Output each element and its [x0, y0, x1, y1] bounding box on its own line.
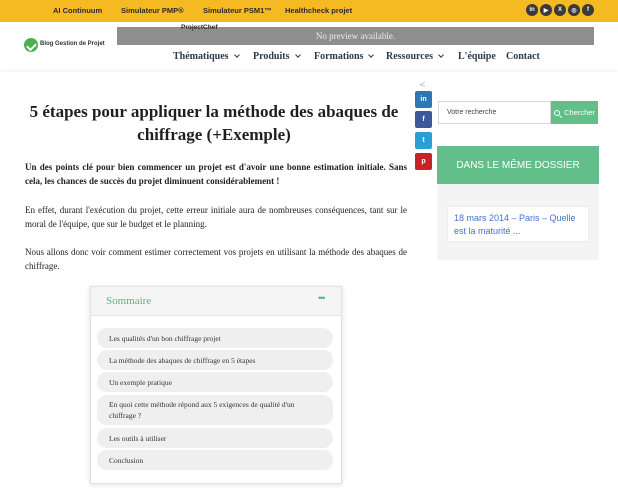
toc-item[interactable]: Un exemple pratique	[97, 372, 333, 392]
share-twitter-button[interactable]: t	[415, 132, 432, 149]
toc-item[interactable]: En quoi cette méthode répond aux 5 exigences de qualité d'un chiffrage ?	[97, 395, 333, 425]
logo-icon[interactable]	[24, 38, 38, 52]
toc-item[interactable]: Conclusion	[97, 450, 333, 470]
nav-produits[interactable]	[253, 51, 300, 62]
nav-formations[interactable]	[314, 51, 373, 62]
toc-title: Sommaire	[106, 295, 152, 307]
share-linkedin-button[interactable]: in	[415, 91, 432, 108]
toc-item[interactable]: Les qualités d'un bon chiffrage projet	[97, 328, 333, 348]
dossier-title: DANS LE MÊME DOSSIER	[437, 146, 599, 184]
share-icon: <	[419, 80, 426, 89]
nav-label: Formations	[314, 51, 364, 62]
toc-item[interactable]: La méthode des abaques de chiffrage en 5 étapes	[97, 350, 333, 370]
table-of-contents	[90, 286, 342, 484]
linkedin-icon[interactable]: in	[526, 4, 538, 16]
article-intro: Un des points clé pour bien commencer un projet est d'avoir une bonne estimation initiale. Sans cela, les chances de succès du projet diminuent considérablement !	[25, 162, 407, 186]
chevron-down-icon	[234, 52, 240, 58]
nav-contact[interactable]: Contact	[506, 51, 540, 62]
preview-placeholder: No preview available.	[117, 27, 594, 45]
x-icon[interactable]: X	[554, 4, 566, 16]
top-link-simulateur-pmp[interactable]: Simulateur PMP®	[121, 6, 184, 15]
article-title: 5 étapes pour appliquer la méthode des abaques de chiffrage (+Exemple)	[29, 102, 399, 144]
nav-ressources[interactable]	[386, 51, 443, 62]
facebook-icon[interactable]: f	[582, 4, 594, 16]
nav-thematiques[interactable]	[173, 51, 239, 62]
search-button-label: Chercher	[564, 108, 595, 117]
nav-label: Thématiques	[173, 51, 229, 62]
toc-menu-icon[interactable]: •••	[318, 293, 325, 303]
nav-label: Produits	[253, 51, 290, 62]
article-paragraph: En effet, durant l'exécution du projet, cette erreur initiale aura de nombreuses conséquences, tant sur le moral de l'équipe, que sur le budget et le planning.	[25, 205, 407, 229]
search-icon	[554, 110, 560, 116]
top-link-healthcheck[interactable]: Healthcheck projet	[285, 6, 353, 15]
top-link-simulateur-psm1[interactable]: Simulateur PSM1™	[203, 6, 272, 15]
share-facebook-button[interactable]: f	[415, 111, 432, 128]
instagram-icon[interactable]: ◎	[568, 4, 580, 16]
share-pinterest-button[interactable]: p	[415, 153, 432, 170]
search-button[interactable]	[551, 101, 598, 124]
chevron-down-icon	[295, 52, 301, 58]
nav-label: Ressources	[386, 51, 434, 62]
toc-item[interactable]: Les outils à utiliser	[97, 428, 333, 448]
nav-equipe[interactable]: L'équipe	[458, 51, 496, 62]
toc-header[interactable]	[91, 287, 341, 316]
dossier-link[interactable]: 18 mars 2014 – Paris – Quelle est la maturité ...	[447, 206, 589, 242]
article-paragraph: Nous allons donc voir comment estimer correctement vos projets en utilisant la méthode des abaques de chiffrage.	[25, 247, 407, 271]
related-dossier-box	[437, 146, 599, 260]
logo-text[interactable]: Blog Gestion de Projet	[40, 41, 105, 47]
chevron-down-icon	[369, 52, 375, 58]
chevron-down-icon	[438, 52, 444, 58]
top-link-ai-continuum[interactable]: AI Continuum	[53, 6, 103, 15]
search-input[interactable]: Votre recherche	[438, 101, 551, 124]
projectchef-label[interactable]: ProjectChef	[181, 24, 218, 31]
youtube-icon[interactable]: ▶	[540, 4, 552, 16]
